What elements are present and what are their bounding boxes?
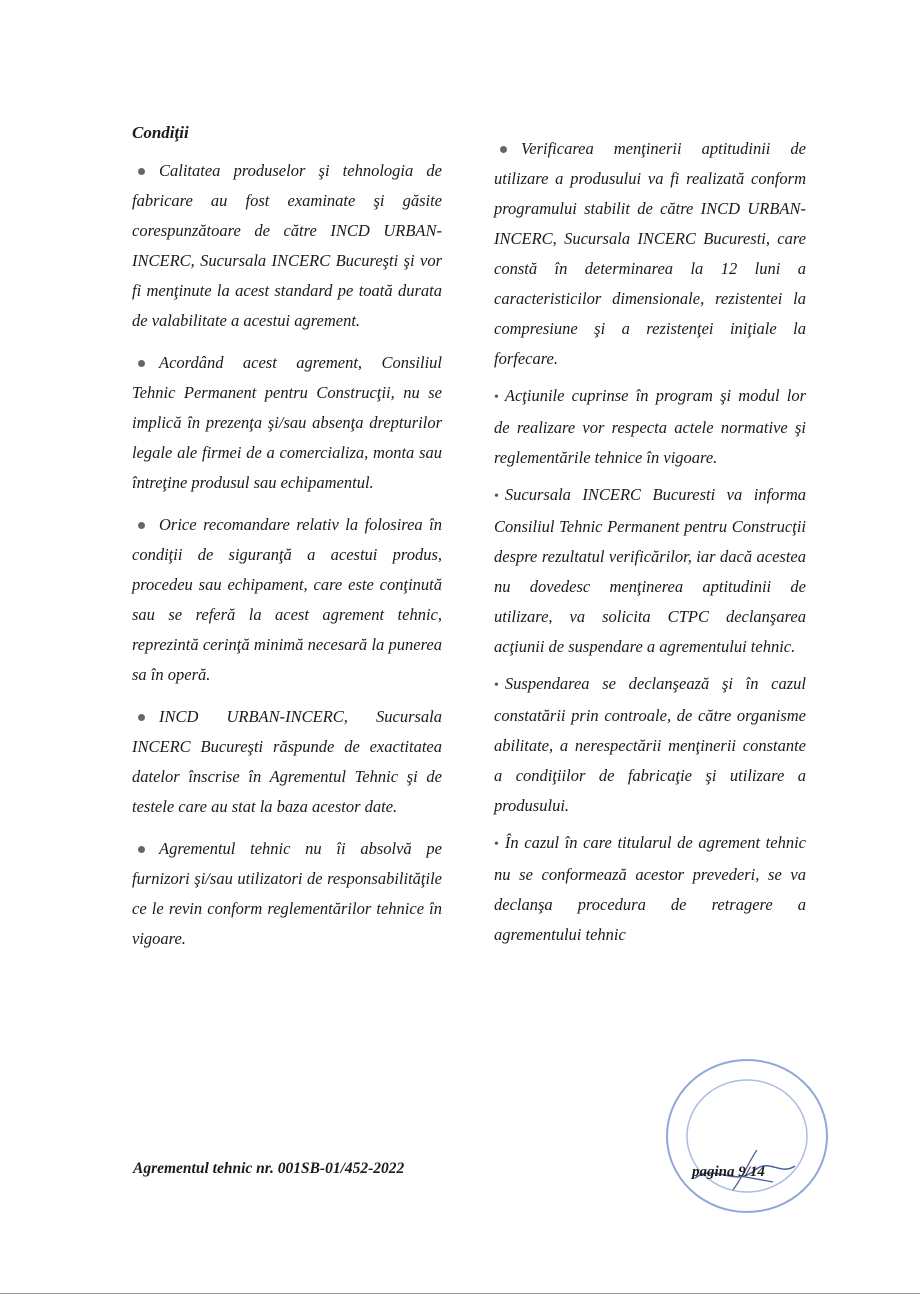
left-column (132, 120, 442, 966)
section-heading: Condiţii (132, 123, 189, 142)
bullet-icon: • (494, 390, 499, 405)
bullet-icon: • (494, 489, 499, 504)
condition-paragraph-5: Agrementul tehnic nu îi absolvă pe furnizori şi/sau utilizatori de responsabilităţile ce le revin conform reglementărilor tehnice în vigoare. (132, 839, 442, 948)
page-number: pagina 9/14 (692, 1164, 765, 1180)
condition-paragraph-4: INCD URBAN-INCERC, Sucursala INCERC Bucureşti răspunde de exactitatea datelor înscrise în Agrementul Tehnic şi de testele care au stat la baza acestor date. (132, 707, 442, 816)
certification-stamp-icon (655, 1058, 830, 1218)
bullet-icon (138, 522, 145, 529)
condition-paragraph-3: Orice recomandare relativ la folosirea în condiţii de siguranţă a acestui produs, procedeu sau echipament, care este conţinută sau se referă la acest agrement tehnic, reprezintă cerinţă minimă necesară la punerea sa în operă. (132, 515, 442, 684)
condition-paragraph-2: Acordând acest agrement, Consiliul Tehnic Permanent pentru Construcţii, nu se implică în prezenţa şi/sau absenţa drepturilor legale ale firmei de a comercializa, monta sau întreţine produsul sau echipamentul. (132, 353, 442, 492)
verification-paragraph-3: • Sucursala INCERC Bucuresti va informa Consiliul Tehnic Permanent pentru Construcţii despre rezultatul verificărilor, iar dacă acestea nu dovedesc menţinerea aptitudinii de utilizare, va solicita CTPC declanşarea acţiunii de suspendare a agrementului tehnic. (494, 480, 806, 662)
stamp-outer-ring (667, 1060, 827, 1212)
condition-paragraph-1: Calitatea produselor şi tehnologia de fabricare au fost examinate şi găsite corespunzătoare de către INCD URBAN-INCERC, Sucursala INCERC Bucureşti şi vor fi menţinute la acest standard pe toată durata de valabilitate a acestui agrement. (132, 161, 442, 330)
verification-paragraph-4: • Suspendarea se declanşează şi în cazul constatării prin controale, de către organisme abilitate, a nerespectării menţinerii constante a condiţiilor de fabricaţie şi utilizare a produsului. (494, 669, 806, 821)
verification-paragraph-1: Verificarea menţinerii aptitudinii de utilizare a produsului va fi realizată conform programului stabilit de către INCD URBAN-INCERC, Sucursala INCERC Bucuresti, care constă în determinarea la 12 luni a caracteristicilor dimensionale, rezistentei la compresiune şi a rezistenţei iniţiale la forfecare. (494, 139, 806, 368)
bullet-icon (138, 846, 145, 853)
bullet-icon (138, 360, 145, 367)
verification-paragraph-5: • În cazul în care titularul de agrement tehnic nu se conformează acestor prevederi, se va declanşa procedura de retragere a agrementului tehnic (494, 828, 806, 950)
bottom-divider (0, 1293, 920, 1294)
right-column (494, 134, 806, 957)
bullet-icon (138, 168, 145, 175)
agreement-number: Agrementul tehnic nr. 001SB-01/452-2022 (133, 1160, 405, 1177)
bullet-icon: • (494, 678, 499, 693)
bullet-icon (138, 714, 145, 721)
bullet-icon: • (494, 837, 499, 852)
verification-paragraph-2: • Acţiunile cuprinse în program şi modul lor de realizare vor respecta actele normative şi reglementările tehnice în vigoare. (494, 381, 806, 473)
bullet-icon (500, 146, 507, 153)
